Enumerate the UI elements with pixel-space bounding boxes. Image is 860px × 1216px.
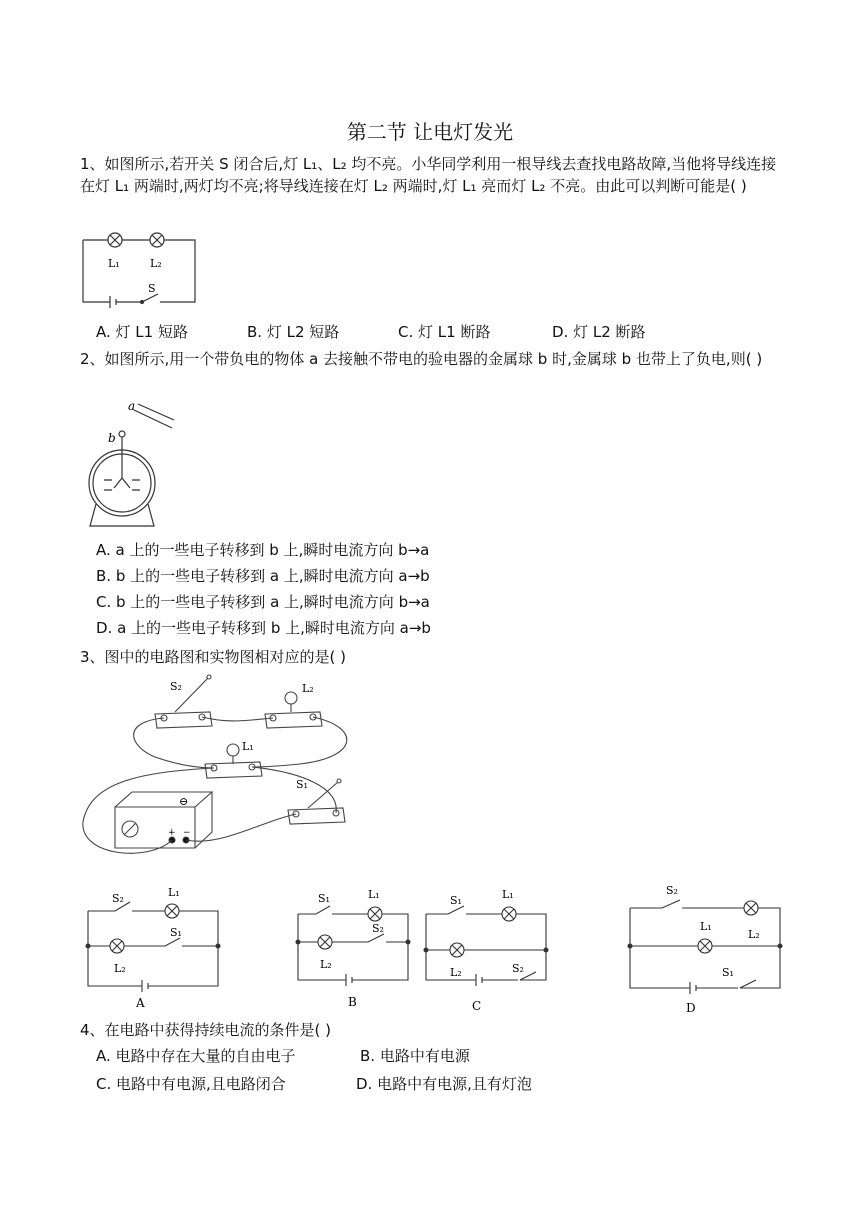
q3b-l1-label: L₁ [368,888,380,901]
q2-option-b[interactable]: B. b 上的一些电子转移到 a 上,瞬时电流方向 a→b [96,567,430,585]
q1-option-d[interactable]: D. 灯 L2 断路 [552,323,646,341]
q1-l1-label: L₁ [108,257,120,270]
q4-option-d[interactable]: D. 电路中有电源,且有灯泡 [356,1075,532,1093]
q3d-s2-label: S₂ [666,884,678,897]
q2-electroscope-figure [82,398,182,533]
q3b-s1-label: S₁ [318,892,330,905]
q3-photo-s2-label: S₂ [170,680,182,693]
question-3-stem: 3、图中的电路图和实物图相对应的是( ) [80,648,347,666]
q3d-caption: D [686,1001,696,1015]
q3-photo-neg-label: − [183,828,191,838]
page-title: 第二节 让电灯发光 [346,120,514,144]
question-2-stem: 2、如图所示,用一个带负电的物体 a 去接触不带电的验电器的金属球 b 时,金属球 b 也带上了负电,则( ) [80,350,763,368]
q3-diagram-d[interactable] [622,876,787,1016]
q3b-caption: B [348,995,357,1009]
q2-option-c[interactable]: C. b 上的一些电子转移到 a 上,瞬时电流方向 b→a [96,593,430,611]
q3a-s2-label: S₂ [112,892,124,905]
q3c-s2-label: S₂ [512,962,524,975]
q4-option-c[interactable]: C. 电路中有电源,且电路闭合 [96,1075,286,1093]
q3-diagram-a[interactable] [80,876,225,1011]
q3-photo-plus-label: + [168,828,176,838]
q3-photo-minus-label: ⊖ [179,795,189,808]
q3a-l1-label: L₁ [168,886,180,899]
q2-option-d[interactable]: D. a 上的一些电子转移到 b 上,瞬时电流方向 a→b [96,619,431,637]
q2-a-label: a [128,399,136,413]
question-1-stem: 1、如图所示,若开关 S 闭合后,灯 L₁、L₂ 均不亮。小华同学利用一根导线去查找电路故障,当他将导线连接在灯 L₁ 两端时,两灯均不亮;将导线连接在灯 L₂ 两端时,灯 L₁ 亮而灯 L₂ 不亮。由此可以判断可能是( ) [80,155,777,195]
q3c-l1-label: L₁ [502,888,514,901]
q3a-s1-label: S₁ [170,926,182,939]
q3-diagram-b[interactable] [292,880,414,1015]
q3c-l2-label: L₂ [450,966,462,979]
q3-photo-l2-label: L₂ [302,682,314,695]
q3-physical-circuit-figure [80,672,380,867]
q1-circuit-figure [80,230,200,310]
q3b-s2-label: S₂ [372,922,384,935]
q3d-l2-label: L₂ [748,928,760,941]
q3-photo-s1-label: S₁ [296,778,308,791]
q4-option-a[interactable]: A. 电路中存在大量的自由电子 [96,1047,296,1065]
q3c-caption: C [472,999,482,1013]
q1-option-b[interactable]: B. 灯 L2 短路 [247,323,340,341]
q3-diagram-c[interactable] [420,880,555,1015]
q3d-s1-label: S₁ [722,966,734,979]
question-4-stem: 4、在电路中获得持续电流的条件是( ) [80,1021,332,1039]
q1-option-a[interactable]: A. 灯 L1 短路 [96,323,188,341]
q1-option-c[interactable]: C. 灯 L1 断路 [398,323,491,341]
q1-s-label: S [148,282,156,295]
q3a-l2-label: L₂ [114,962,126,975]
q3b-l2-label: L₂ [320,958,332,971]
q2-b-label: b [108,431,116,445]
q1-l2-label: L₂ [150,257,162,270]
q3-photo-l1-label: L₁ [242,740,254,753]
q4-option-b[interactable]: B. 电路中有电源 [360,1047,470,1065]
q3a-caption: A [136,996,145,1010]
q3c-s1-label: S₁ [450,894,462,907]
q3d-l1-label: L₁ [700,920,712,933]
q2-option-a[interactable]: A. a 上的一些电子转移到 b 上,瞬时电流方向 b→a [96,541,430,559]
